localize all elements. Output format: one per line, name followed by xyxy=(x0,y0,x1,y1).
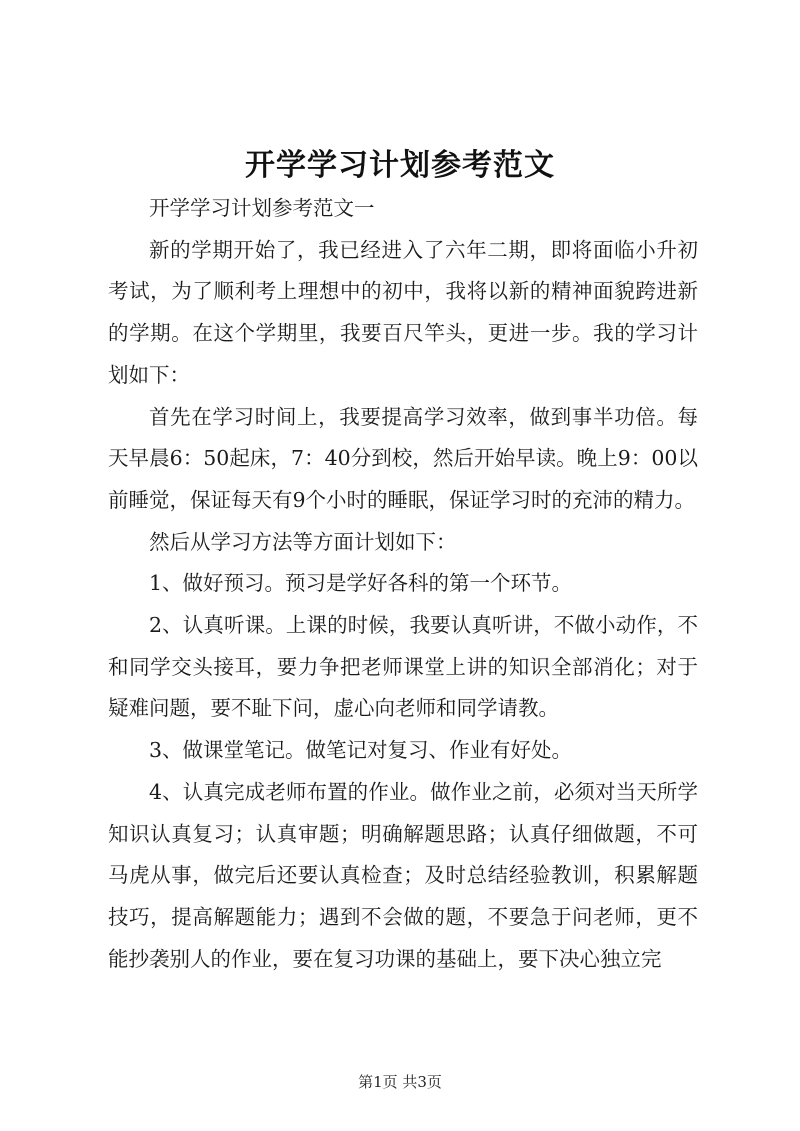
paragraph-item-2: 2、认真听课。上课的时候，我要认真听讲，不做小动作，不和同学交头接耳，要力争把老师课堂上讲的知识全部消化；对于疑难问题，要不耻下问，虚心向老师和同学请教。 xyxy=(108,613,698,721)
paragraph-item-4: 4、认真完成老师布置的作业。做作业之前，必须对当天所学知识认真复习；认真审题；明确解题思路；认真仔细做题，不可马虎从事，做完后还要认真检查；及时总结经验教训，积累解题技巧，提高解题能力；遇到不会做的题，不要急于问老师，更不能抄袭别人的作业，要在复习功课的基础上，要下决心独立完 xyxy=(108,779,698,971)
paragraph-subtitle: 开学学习计划参考范文一 xyxy=(149,196,375,220)
paragraph-intro: 新的学期开始了，我已经进入了六年二期，即将面临小升初考试，为了顺利考上理想中的初中，我将以新的精神面貌跨进新的学期。在这个学期里，我要百尺竿头，更进一步。我的学习计划如下： xyxy=(108,237,698,387)
document-body xyxy=(108,188,698,980)
page-title: 开学学习计划参考范文 xyxy=(245,148,555,183)
paragraph-methods-lead: 然后从学习方法等方面计划如下： xyxy=(149,529,457,554)
paragraph-item-3: 3、做课堂笔记。做笔记对复习、作业有好处。 xyxy=(149,738,573,763)
paragraph-item-1: 1、做好预习。预习是学好各科的第一个环节。 xyxy=(149,571,573,596)
page-number-footer: 第1页 共3页 xyxy=(358,1073,442,1091)
paragraph-schedule: 首先在学习时间上，我要提高学习效率，做到事半功倍。每天早晨6：50起床，7：40分到校，然后开始早读。晚上9：00以前睡觉，保证每天有9个小时的睡眠，保证学习时的充沛的精力。 xyxy=(108,404,698,512)
